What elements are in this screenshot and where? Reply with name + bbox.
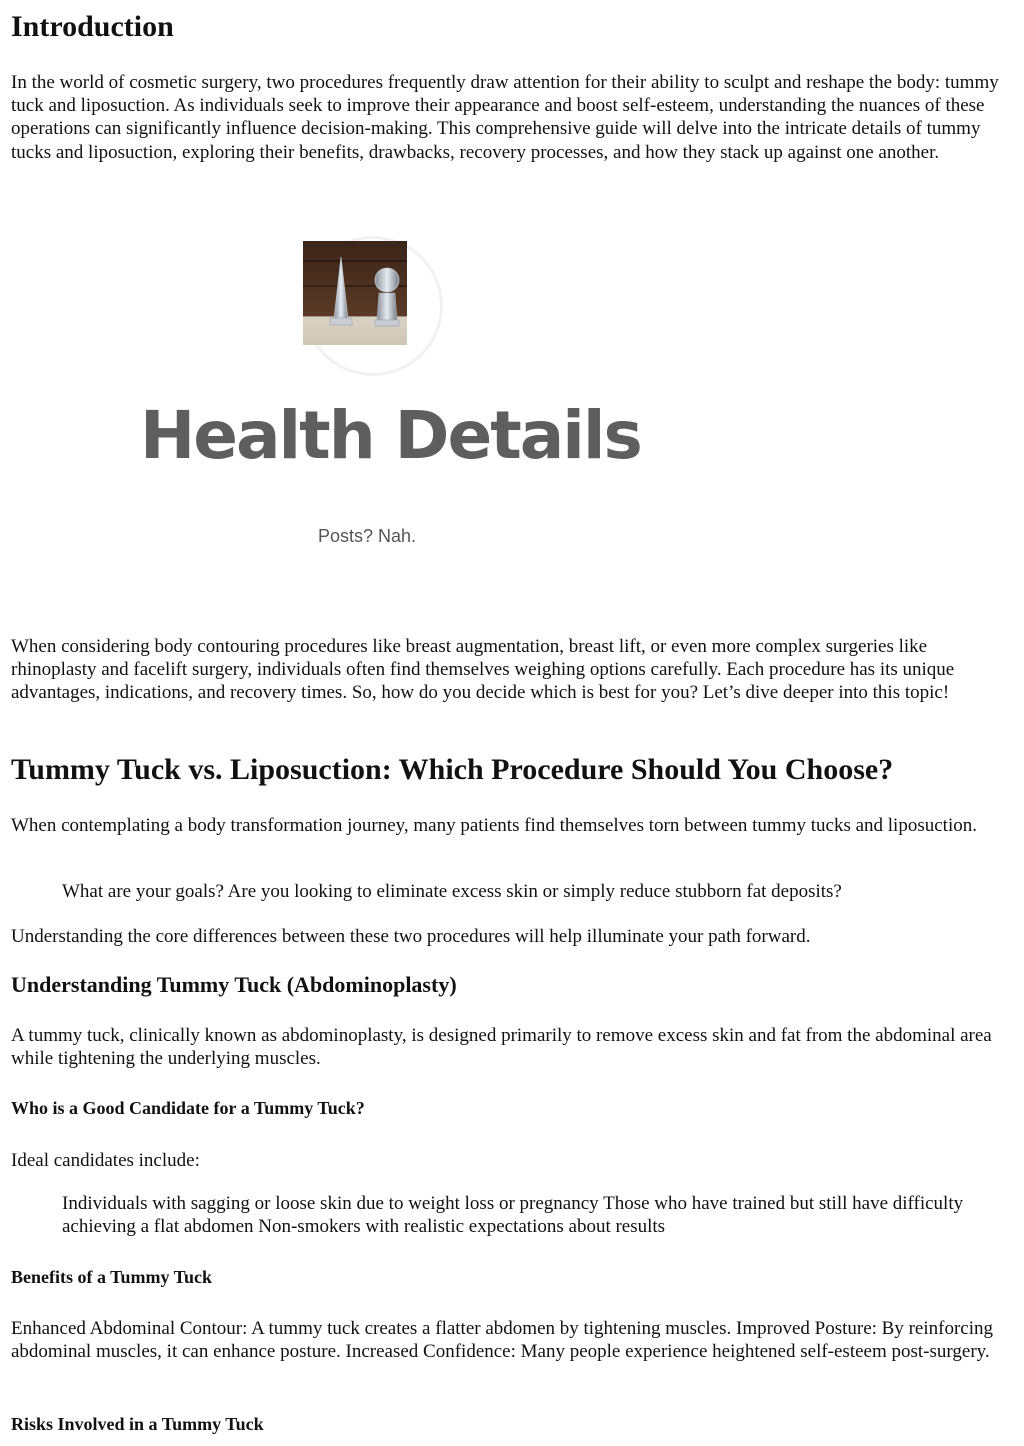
contouring-paragraph: When considering body contouring procedures like breast augmentation, breast lift, or even more complex surgeries like rhinoplasty and facelift surgery, individuals often find themselves weighing options carefully. Each procedure has its unique advantages, indications, and recovery times. So, how do you decide which is best for you? Let’s dive deeper into this topic! <box>11 636 955 704</box>
understanding-paragraph: A tummy tuck, clinically known as abdominoplasty, is designed primarily to remove excess skin and fat from the abdominal area while tightening the underlying muscles. <box>11 1025 992 1070</box>
trophies-image-icon <box>303 241 407 345</box>
health-details-banner <box>140 236 641 566</box>
risks-heading: Risks Involved in a Tummy Tuck <box>11 1414 264 1434</box>
banner-title: Health Details <box>140 397 641 474</box>
candidate-intro: Ideal candidates include: <box>11 1150 200 1171</box>
awards-photo <box>303 241 407 345</box>
banner-tagline: Posts? Nah. <box>318 526 417 546</box>
candidate-list: Individuals with sagging or loose skin due to weight loss or pregnancy Those who have trained but still have difficulty achieving a flat abdomen Non-smokers with realistic expectations about results <box>62 1193 964 1238</box>
candidate-heading: Who is a Good Candidate for a Tummy Tuck? <box>11 1098 365 1118</box>
intro-heading: Introduction <box>11 10 174 43</box>
versus-heading: Tummy Tuck vs. Liposuction: Which Procedure Should You Choose? <box>11 753 894 786</box>
benefits-paragraph: Enhanced Abdominal Contour: A tummy tuck creates a flatter abdomen by tightening muscles. Improved Posture: By reinforcing abdominal muscles, it can enhance posture. Increased Confidence: Many people experience heightened self-esteem post-surgery. <box>11 1318 993 1363</box>
understanding-heading: Understanding Tummy Tuck (Abdominoplasty) <box>11 972 457 997</box>
benefits-heading: Benefits of a Tummy Tuck <box>11 1267 213 1287</box>
intro-paragraph: In the world of cosmetic surgery, two procedures frequently draw attention for their ability to sculpt and reshape the body: tummy tuck and liposuction. As individuals seek to improve their appearance and boost self-esteem, understanding the nuances of these operations can significantly influence decision-making. This comprehensive guide will delve into the intricate details of tummy tucks and liposuction, exploring their benefits, drawbacks, recovery processes, and how they stack up against one another. <box>11 72 999 163</box>
versus-followup: Understanding the core differences between these two procedures will help illuminate your path forward. <box>11 926 811 947</box>
goals-quote: What are your goals? Are you looking to eliminate excess skin or simply reduce stubborn fat deposits? <box>62 881 842 902</box>
versus-paragraph: When contemplating a body transformation journey, many patients find themselves torn between tummy tucks and liposuction. <box>11 815 977 836</box>
